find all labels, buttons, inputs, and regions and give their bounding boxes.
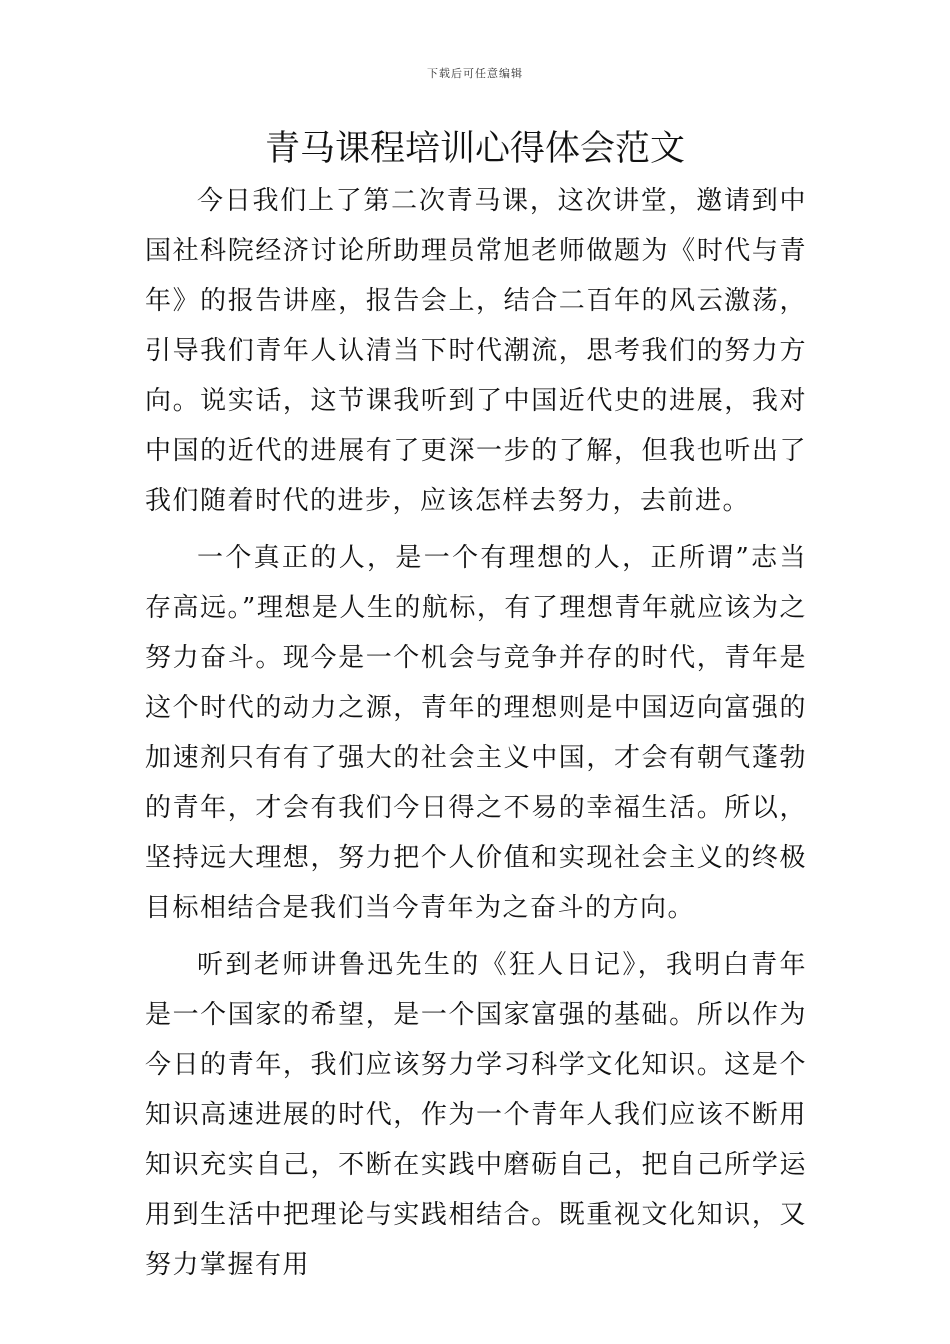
paragraph-3: 听到老师讲鲁迅先生的《狂人日记》，我明白青年是一个国家的希望，是一个国家富强的基础。所以作为今日的青年，我们应该努力学习科学文化知识。这是个知识高速进展的时代，作为一个青年人我们应该不断用知识充实自己，不断在实践中磨砺自己，把自己所学运用到生活中把理论与实践相结合。既重视文化知识，又努力掌握有用 [145, 950, 807, 1280]
document-title: 青马课程培训心得体会范文 [264, 129, 685, 169]
header-note: 下载后可任意编辑 [427, 67, 523, 80]
paragraph-1: 今日我们上了第二次青马课，这次讲堂，邀请到中国社科院经济讨论所助理员常旭老师做题为《时代与青年》的报告讲座，报告会上，结合二百年的风云激荡，引导我们青年人认清当下时代潮流，思考我们的努力方向。说实话，这节课我听到了中国近代史的进展，我对中国的近代的进展有了更深一步的了解，但我也听出了我们随着时代的进步，应该怎样去努力，去前进。 [145, 186, 807, 516]
document-body [145, 176, 807, 1290]
paragraph-2: 一个真正的人，是一个有理想的人，正所谓”志当存高远。”理想是人生的航标，有了理想青年就应该为之努力奋斗。现今是一个机会与竞争并存的时代，青年是这个时代的动力之源，青年的理想则是中国迈向富强的加速剂只有有了强大的社会主义中国，才会有朝气蓬勃的青年，才会有我们今日得之不易的幸福生活。所以，坚持远大理想，努力把个人价值和实现社会主义的终极目标相结合是我们当今青年为之奋斗的方向。 [145, 543, 807, 923]
